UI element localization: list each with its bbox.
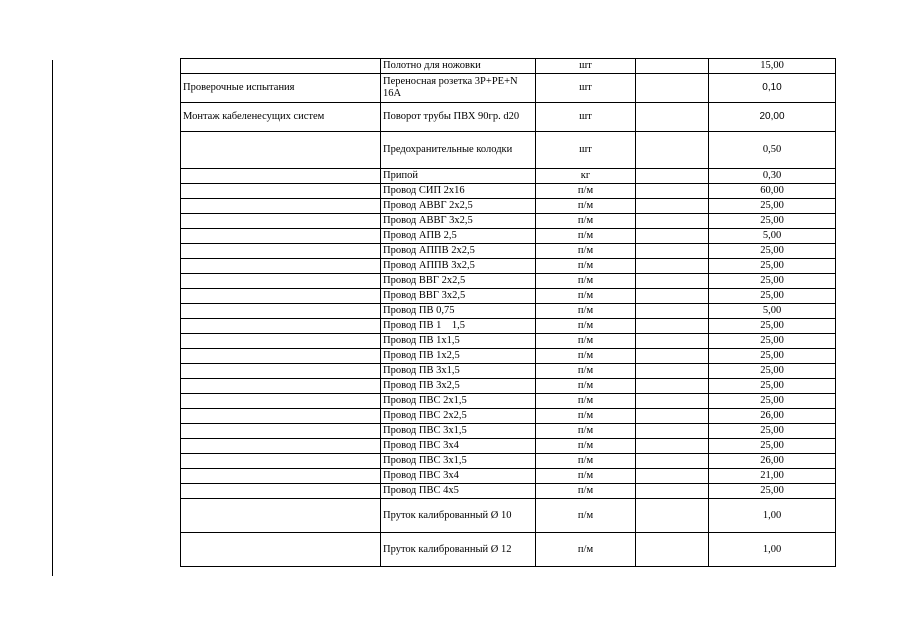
extra-cell xyxy=(636,184,709,199)
section-cell xyxy=(181,304,381,319)
section-cell xyxy=(181,379,381,394)
table-row xyxy=(181,394,836,409)
section-cell xyxy=(181,214,381,229)
quantity-cell: 25,00 xyxy=(709,244,836,259)
table-row xyxy=(181,439,836,454)
table-row xyxy=(181,59,836,74)
table-row xyxy=(181,409,836,424)
section-cell xyxy=(181,439,381,454)
unit-cell: п/м xyxy=(536,214,636,229)
unit-cell: п/м xyxy=(536,349,636,364)
unit-cell: п/м xyxy=(536,533,636,567)
extra-cell xyxy=(636,259,709,274)
unit-cell: п/м xyxy=(536,439,636,454)
section-cell xyxy=(181,199,381,214)
material-name-cell: Провод АПВ 2,5 xyxy=(381,229,536,244)
material-name-cell: Провод ПВС 3х1,5 xyxy=(381,424,536,439)
section-cell xyxy=(181,229,381,244)
section-cell: Проверочные испытания xyxy=(181,74,381,103)
extra-cell xyxy=(636,229,709,244)
section-cell xyxy=(181,244,381,259)
table-row xyxy=(181,533,836,567)
section-cell xyxy=(181,349,381,364)
extra-cell xyxy=(636,289,709,304)
unit-cell: п/м xyxy=(536,409,636,424)
table-row xyxy=(181,229,836,244)
extra-cell xyxy=(636,533,709,567)
extra-cell xyxy=(636,132,709,169)
material-name-cell: Провод АВВГ 3х2,5 xyxy=(381,214,536,229)
extra-cell xyxy=(636,304,709,319)
section-cell xyxy=(181,169,381,184)
table-row xyxy=(181,319,836,334)
section-cell xyxy=(181,259,381,274)
section-cell xyxy=(181,59,381,74)
material-name-cell: Провод ПВ 0,75 xyxy=(381,304,536,319)
unit-cell: п/м xyxy=(536,454,636,469)
quantity-cell: 15,00 xyxy=(709,59,836,74)
unit-cell: шт xyxy=(536,59,636,74)
table-row xyxy=(181,499,836,533)
extra-cell xyxy=(636,334,709,349)
quantity-cell: 25,00 xyxy=(709,424,836,439)
section-cell xyxy=(181,484,381,499)
unit-cell: шт xyxy=(536,103,636,132)
unit-cell: п/м xyxy=(536,289,636,304)
section-cell xyxy=(181,469,381,484)
unit-cell: п/м xyxy=(536,484,636,499)
table-row xyxy=(181,74,836,103)
table-row xyxy=(181,349,836,364)
quantity-cell: 20,00 xyxy=(709,103,836,132)
section-cell xyxy=(181,424,381,439)
material-name-cell: Провод ПВ 1х1,5 xyxy=(381,334,536,349)
extra-cell xyxy=(636,199,709,214)
unit-cell: п/м xyxy=(536,469,636,484)
unit-cell: кг xyxy=(536,169,636,184)
table-row xyxy=(181,259,836,274)
table-row xyxy=(181,199,836,214)
section-cell: Монтаж кабеленесущих систем xyxy=(181,103,381,132)
material-name-cell: Провод ПВС 3х4 xyxy=(381,469,536,484)
extra-cell xyxy=(636,469,709,484)
material-name-cell: Провод ПВ 3х2,5 xyxy=(381,379,536,394)
quantity-cell: 25,00 xyxy=(709,379,836,394)
extra-cell xyxy=(636,484,709,499)
table-row xyxy=(181,274,836,289)
extra-cell xyxy=(636,274,709,289)
unit-cell: п/м xyxy=(536,379,636,394)
material-name-cell: Пруток калиброванный Ø 12 xyxy=(381,533,536,567)
quantity-cell: 25,00 xyxy=(709,214,836,229)
quantity-cell: 26,00 xyxy=(709,409,836,424)
extra-cell xyxy=(636,214,709,229)
extra-cell xyxy=(636,394,709,409)
table-row xyxy=(181,103,836,132)
unit-cell: п/м xyxy=(536,499,636,533)
unit-cell: п/м xyxy=(536,394,636,409)
table-row xyxy=(181,244,836,259)
extra-cell xyxy=(636,349,709,364)
table-row xyxy=(181,184,836,199)
material-name-cell: Провод ПВС 2х2,5 xyxy=(381,409,536,424)
quantity-cell: 25,00 xyxy=(709,349,836,364)
unit-cell: шт xyxy=(536,74,636,103)
table-row xyxy=(181,454,836,469)
quantity-cell: 25,00 xyxy=(709,199,836,214)
quantity-cell: 5,00 xyxy=(709,229,836,244)
material-name-cell: Поворот трубы ПВХ 90гр. d20 xyxy=(381,103,536,132)
extra-cell xyxy=(636,74,709,103)
extra-cell xyxy=(636,169,709,184)
section-cell xyxy=(181,394,381,409)
material-name-cell: Провод ПВ 1 1,5 xyxy=(381,319,536,334)
material-name-cell: Провод ПВ 1х2,5 xyxy=(381,349,536,364)
unit-cell: п/м xyxy=(536,334,636,349)
quantity-cell: 25,00 xyxy=(709,394,836,409)
material-name-cell: Полотно для ножовки xyxy=(381,59,536,74)
material-name-cell: Провод ВВГ 3х2,5 xyxy=(381,289,536,304)
section-cell xyxy=(181,319,381,334)
unit-cell: шт xyxy=(536,132,636,169)
quantity-cell: 25,00 xyxy=(709,484,836,499)
extra-cell xyxy=(636,244,709,259)
section-cell xyxy=(181,364,381,379)
extra-cell xyxy=(636,364,709,379)
extra-cell xyxy=(636,424,709,439)
material-name-cell: Провод ПВС 2х1,5 xyxy=(381,394,536,409)
section-cell xyxy=(181,409,381,424)
table-row xyxy=(181,334,836,349)
extra-cell xyxy=(636,454,709,469)
quantity-cell: 1,00 xyxy=(709,533,836,567)
quantity-cell: 25,00 xyxy=(709,259,836,274)
quantity-cell: 25,00 xyxy=(709,364,836,379)
extra-cell xyxy=(636,103,709,132)
section-cell xyxy=(181,184,381,199)
materials-table xyxy=(180,58,836,567)
table-row xyxy=(181,169,836,184)
section-cell xyxy=(181,499,381,533)
material-name-cell: Провод АППВ 2х2,5 xyxy=(381,244,536,259)
unit-cell: п/м xyxy=(536,319,636,334)
quantity-cell: 60,00 xyxy=(709,184,836,199)
unit-cell: п/м xyxy=(536,364,636,379)
material-name-cell: Провод ВВГ 2х2,5 xyxy=(381,274,536,289)
quantity-cell: 26,00 xyxy=(709,454,836,469)
table-row xyxy=(181,214,836,229)
unit-cell: п/м xyxy=(536,259,636,274)
page-margin-rule xyxy=(52,60,53,576)
table-row xyxy=(181,364,836,379)
extra-cell xyxy=(636,59,709,74)
section-cell xyxy=(181,454,381,469)
quantity-cell: 25,00 xyxy=(709,319,836,334)
extra-cell xyxy=(636,319,709,334)
quantity-cell: 0,50 xyxy=(709,132,836,169)
quantity-cell: 0,30 xyxy=(709,169,836,184)
material-name-cell: Провод СИП 2х16 xyxy=(381,184,536,199)
table-row xyxy=(181,289,836,304)
section-cell xyxy=(181,289,381,304)
unit-cell: п/м xyxy=(536,274,636,289)
section-cell xyxy=(181,533,381,567)
quantity-cell: 1,00 xyxy=(709,499,836,533)
material-name-cell: Провод ПВС 3х4 xyxy=(381,439,536,454)
material-name-cell: Провод ПВС 4х5 xyxy=(381,484,536,499)
material-name-cell: Провод ПВ 3х1,5 xyxy=(381,364,536,379)
quantity-cell: 25,00 xyxy=(709,274,836,289)
material-name-cell: Предохранительные колодки xyxy=(381,132,536,169)
table-row xyxy=(181,484,836,499)
extra-cell xyxy=(636,379,709,394)
extra-cell xyxy=(636,409,709,424)
table-row xyxy=(181,304,836,319)
unit-cell: п/м xyxy=(536,304,636,319)
material-name-cell: Провод ПВС 3х1,5 xyxy=(381,454,536,469)
quantity-cell: 21,00 xyxy=(709,469,836,484)
unit-cell: п/м xyxy=(536,199,636,214)
unit-cell: п/м xyxy=(536,229,636,244)
table-row xyxy=(181,424,836,439)
quantity-cell: 25,00 xyxy=(709,289,836,304)
material-name-cell: Провод АВВГ 2х2,5 xyxy=(381,199,536,214)
quantity-cell: 0,10 xyxy=(709,74,836,103)
extra-cell xyxy=(636,439,709,454)
section-cell xyxy=(181,334,381,349)
quantity-cell: 5,00 xyxy=(709,304,836,319)
table-row xyxy=(181,379,836,394)
unit-cell: п/м xyxy=(536,424,636,439)
material-name-cell: Переносная розетка 3P+PE+N 16А xyxy=(381,74,536,103)
section-cell xyxy=(181,274,381,289)
material-name-cell: Пруток калиброванный Ø 10 xyxy=(381,499,536,533)
unit-cell: п/м xyxy=(536,244,636,259)
material-name-cell: Припой xyxy=(381,169,536,184)
table-row xyxy=(181,469,836,484)
section-cell xyxy=(181,132,381,169)
material-name-cell: Провод АППВ 3х2,5 xyxy=(381,259,536,274)
table-row xyxy=(181,132,836,169)
quantity-cell: 25,00 xyxy=(709,334,836,349)
unit-cell: п/м xyxy=(536,184,636,199)
quantity-cell: 25,00 xyxy=(709,439,836,454)
extra-cell xyxy=(636,499,709,533)
